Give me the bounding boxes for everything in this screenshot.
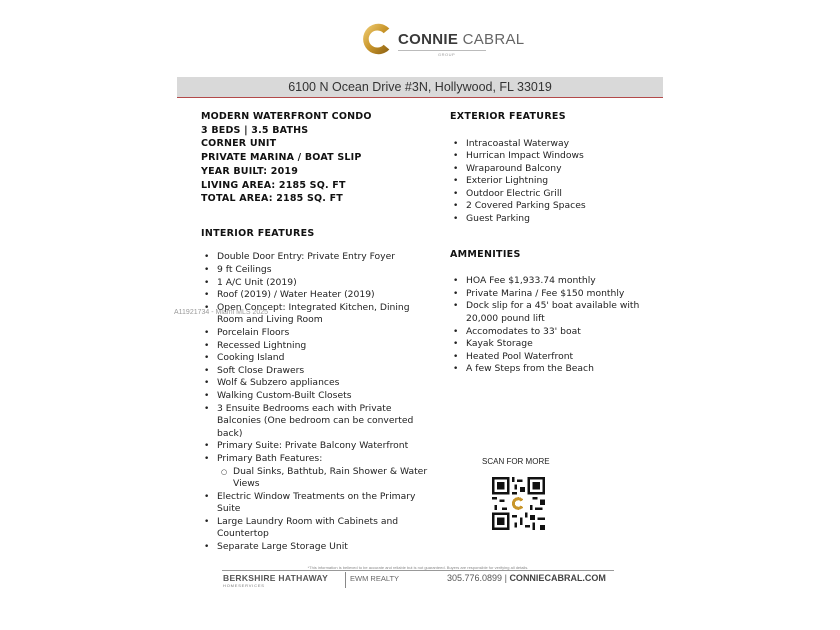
contact-info [447,573,606,583]
brand-name-light: CABRAL [462,31,525,48]
exterior-title: EXTERIOR FEATURES [450,111,566,122]
list-item: • Exterior Lightning [450,175,650,188]
list-item: • Private Marina / Fee $150 monthly [450,288,650,301]
contact-separator: | [504,573,507,583]
highlight-line: MODERN WATERFRONT CONDO [201,111,372,122]
sub-list-item: ○ Dual Sinks, Bathtub, Rain Shower & Water Views [201,466,431,491]
footer-divider [222,570,614,571]
highlights [201,110,431,206]
brand-name [398,31,524,48]
office-name: EWM REALTY [350,574,400,583]
list-item: • 2 Covered Parking Spaces [450,200,650,213]
address-bar: 6100 N Ocean Drive #3N, Hollywood, FL 33019 [177,77,663,98]
list-item: • Outdoor Electric Grill [450,188,650,201]
interior-title: INTERIOR FEATURES [201,227,315,239]
phone-number[interactable]: 305.776.0899 [447,573,503,583]
scan-label: SCAN FOR MORE [482,457,550,466]
disclaimer: *This information is believed to be accurate and reliable but is not guaranteed. Buyers are responsible for verifying all details. [307,565,529,570]
list-item: • Intracoastal Waterway [450,138,650,151]
highlight-line: 3 BEDS | 3.5 BATHS [201,124,309,136]
list-item: • Double Door Entry: Private Entry Foyer [201,251,431,264]
highlight-line: PRIVATE MARINA / BOAT SLIP [201,152,362,164]
exterior-list [450,138,650,226]
interior-list [201,251,431,553]
left-column [201,110,431,554]
list-item: • Wolf & Subzero appliances [201,377,431,390]
list-item: • Kayak Storage [450,338,650,351]
list-item: • Separate Large Storage Unit [201,541,431,554]
list-item: • Large Laundry Room with Cabinets and Countertop [201,516,431,541]
brand-c-icon [358,20,396,58]
website-link[interactable]: CONNIECABRAL.COM [509,573,606,583]
list-item: • Primary Bath Features: [201,453,431,466]
list-item: • Wraparound Balcony [450,163,650,176]
list-item: • Primary Suite: Private Balcony Waterfront [201,440,431,453]
brokerage-sub: HOMESERVICES [223,583,265,588]
right-column [450,110,650,376]
highlight-line: CORNER UNIT [201,138,277,150]
highlight-line: LIVING AREA: 2185 SQ. FT [201,179,346,191]
list-item: • Hurrican Impact Windows [450,150,650,163]
highlight-line: TOTAL AREA: 2185 SQ. FT [201,193,343,205]
list-item: • 1 A/C Unit (2019) [201,277,431,290]
list-item: • 9 ft Ceilings [201,264,431,277]
list-item: • Electric Window Treatments on the Primary Suite [201,491,431,516]
brand-logo [358,18,525,62]
list-item: • HOA Fee $1,933.74 monthly [450,275,650,288]
brand-sub: GROUP [438,52,456,57]
mls-watermark: A11921734 - Miami MLS 2025 [174,309,269,316]
list-item: • Guest Parking [450,213,650,226]
brand-divider [398,50,486,51]
list-item: • Roof (2019) / Water Heater (2019) [201,289,431,302]
list-item: • Recessed Lightning [201,340,431,353]
list-item: • A few Steps from the Beach [450,363,650,376]
list-item: • Heated Pool Waterfront [450,351,650,364]
list-item: • 3 Ensuite Bedrooms each with Private Balconies (One bedroom can be converted back) [201,403,431,441]
amenities-list [450,275,650,376]
list-item: • Cooking Island [201,352,431,365]
list-item: • Walking Custom-Built Closets [201,390,431,403]
brand-name-bold: CONNIE [398,31,459,48]
list-item: • Porcelain Floors [201,327,431,340]
footer-separator [345,572,346,588]
list-item: • Dock slip for a 45' boat available with 20,000 pound lift [450,300,650,325]
highlight-line: YEAR BUILT: 2019 [201,165,299,177]
list-item: • Open Concept: Integrated Kitchen, Dining Room and Living Room [201,302,431,327]
list-item: • Soft Close Drawers [201,365,431,378]
list-item: • Accomodates to 33' boat [450,326,650,339]
qr-code-icon[interactable] [492,477,545,530]
amenities-title: AMMENITIES [450,248,521,260]
brokerage-name: BERKSHIRE HATHAWAY [223,573,329,583]
